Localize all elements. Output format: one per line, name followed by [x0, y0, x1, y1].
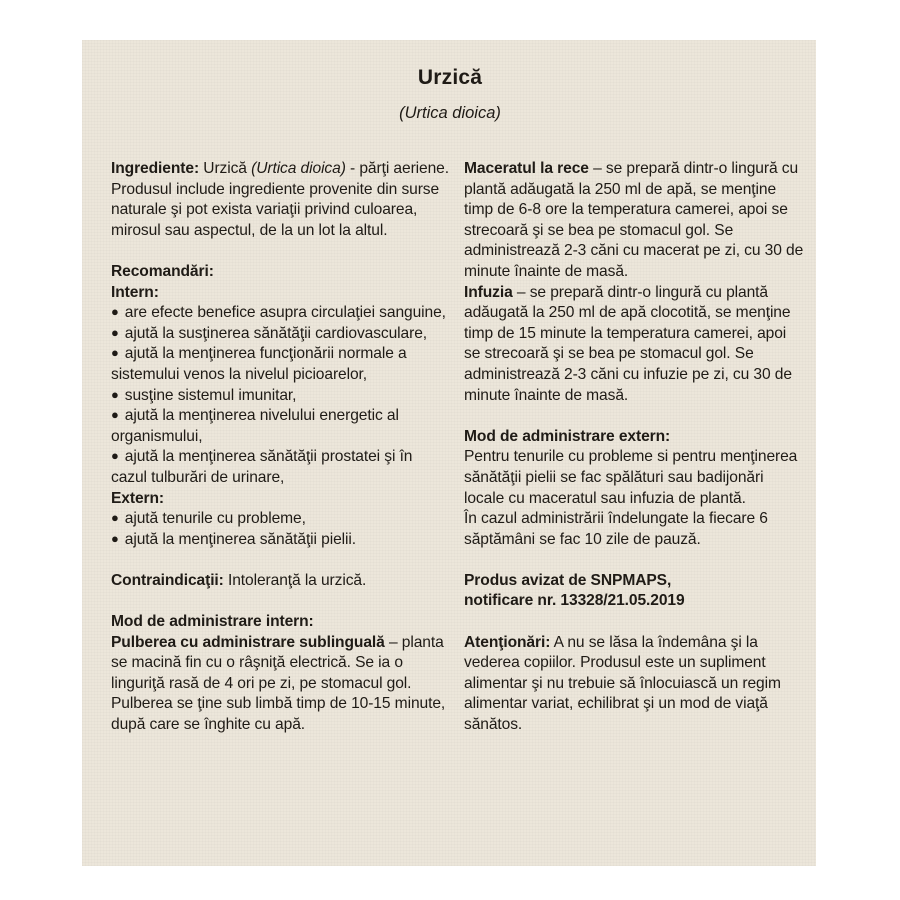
ingredients-text-b: - părţi aeriene. Produsul include ingrediente provenite din surse naturale şi pot exista variaţii privind culoarea, mirosul sau aspectul, de la un lot la altul.: [111, 160, 449, 239]
spacer: [464, 612, 804, 633]
maceration-text: – se prepară dintr-o lingură cu plantă adăugată la 250 ml de apă, se menţine timp de 6-8 ore la temperatura camerei, apoi se strecoară şi se bea pe stomacul gol. Se administrează 2-3 căni cu macerat pe zi, cu 30 de minute înainte de masă.: [464, 160, 804, 280]
internal-administration-heading: Mod de administrare intern:: [111, 613, 314, 631]
ingredients-latin: (Urtica dioica): [251, 160, 346, 177]
warnings-text: A nu se lăsa la îndemâna şi la vederea copiilor. Produsul este un supliment alimentar şi nu trebuie să înlocuiască un regim alimentar variat, echilibrat şi un mod de viaţă sănătos.: [464, 633, 781, 734]
external-administration-heading: Mod de administrare extern:: [464, 427, 671, 445]
powder-paragraph: [111, 633, 451, 736]
extern-heading: Extern:: [111, 489, 165, 507]
recommendations-heading: Recomandări:: [111, 262, 214, 280]
warnings-label: Atenţionări:: [464, 633, 551, 651]
spacer: [464, 406, 804, 427]
maceration-label: Maceratul la rece: [464, 160, 589, 177]
approval-line-2: notificare nr. 13328/21.05.2019: [464, 592, 685, 610]
warnings-paragraph: [464, 633, 804, 736]
intern-item: ● ajută la menţinerea sănătăţii prostatei şi în cazul tulburări de urinare,: [111, 447, 451, 488]
product-latin-name: (Urtica dioica): [399, 104, 501, 122]
duration-text: În cazul administrării îndelungate la fiecare 6 săptămâni se fac 10 zile de pauză.: [464, 510, 768, 548]
spacer: [464, 550, 804, 571]
right-column: [464, 159, 804, 736]
left-column: [111, 159, 451, 736]
powder-text: – planta se macină fin cu o râşniţă electrică. Se ia o linguriţă rasă de 4 ori pe zi, pe stomacul gol. Pulberea se ţine sub limbă timp de 10-15 minute, după care se înghite cu apă.: [111, 633, 446, 734]
intern-heading: Intern:: [111, 283, 159, 301]
infusion-text: – se prepară dintr-o lingură cu plantă adăugată la 250 ml de apă clocotită, se menţine timp de 15 minute la temperatura camerei, apoi se strecoară şi se bea pe stomacul gol. Se administrează 2-3 căni cu infuzie pe zi, cu 30 de minute înainte de masă.: [464, 283, 792, 404]
spacer: [111, 591, 451, 612]
approval-line-1: Produs avizat de SNPMAPS,: [464, 571, 672, 589]
ingredients-label: Ingrediente:: [111, 160, 200, 177]
spacer: [111, 550, 451, 571]
infusion-label: Infuzia: [464, 283, 513, 301]
ingredients-text-a: Urzică: [199, 160, 252, 177]
intern-item: ● are efecte benefice asupra circulaţiei sanguine,: [111, 303, 451, 324]
intern-item: ● ajută la menţinerea nivelului energetic al organismului,: [111, 406, 451, 447]
intern-item: ● ajută la menţinerea funcţionării normale a sistemului venos la nivelul picioarelor,: [111, 344, 451, 385]
infusion-paragraph: [464, 283, 804, 407]
external-administration-text: Pentru tenurile cu probleme si pentru menţinerea sănătăţii pielii se fac spălături sau badijonări locale cu maceratul sau infuzia de plantă.: [464, 448, 798, 507]
intern-item: ● susţine sistemul imunitar,: [111, 386, 451, 407]
ingredients-paragraph: [111, 159, 451, 241]
maceration-paragraph: [464, 159, 804, 283]
spacer: [111, 241, 451, 262]
contraindications-paragraph: [111, 571, 451, 592]
powder-label: Pulberea cu administrare sublinguală: [111, 633, 385, 651]
extern-item: ● ajută la menţinerea sănătăţii pielii.: [111, 530, 451, 551]
product-title: Urzică: [417, 66, 483, 89]
contraindications-text: Intoleranţă la urzică.: [223, 571, 367, 589]
extern-item: ● ajută tenurile cu probleme,: [111, 509, 451, 530]
intern-item: ● ajută la susţinerea sănătăţii cardiovasculare,: [111, 324, 451, 345]
contraindications-label: Contraindicaţii:: [111, 571, 224, 589]
